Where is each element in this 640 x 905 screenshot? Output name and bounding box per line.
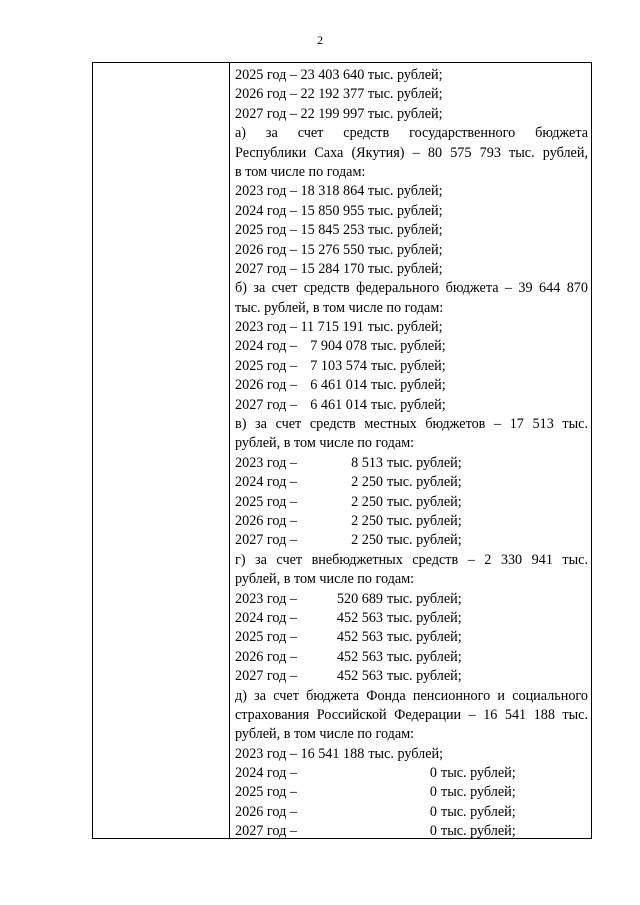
total-row: 2027 год – 22 199 997 тыс. рублей;	[235, 105, 443, 122]
year-row: 2026 год – 6 461 014 тыс. рублей;	[235, 377, 446, 394]
year-row: 2026 год – 452 563 тыс. рублей;	[235, 648, 462, 665]
year-row: 2023 год – 11 715 191 тыс. рублей;	[235, 319, 443, 336]
section-heading: а) за счет средств государственного бюджета	[235, 125, 588, 142]
year-row: 2025 год – 15 845 253 тыс. рублей;	[235, 222, 443, 239]
section-extrabudgetary	[235, 551, 588, 687]
section-heading: рублей, в том числе по годам:	[235, 435, 415, 452]
year-row: 2027 год – 0 тыс. рублей;	[235, 823, 516, 840]
financing-cell	[235, 66, 588, 842]
section-heading: б) за счет средств федерального бюджета – 39 644 870	[235, 280, 588, 297]
section-federal-budget	[235, 279, 588, 415]
year-row: 2023 год – 8 513 тыс. рублей;	[235, 454, 462, 471]
year-row: 2025 год – 452 563 тыс. рублей;	[235, 629, 462, 646]
page-number: 2	[317, 33, 323, 47]
section-state-budget	[235, 124, 588, 279]
financing-table	[92, 62, 592, 839]
section-heading: рублей, в том числе по годам:	[235, 726, 415, 743]
year-row: 2027 год – 6 461 014 тыс. рублей;	[235, 396, 446, 413]
section-heading: г) за счет внебюджетных средств – 2 330 941 тыс.	[235, 551, 588, 568]
total-row: 2026 год – 22 192 377 тыс. рублей;	[235, 86, 443, 103]
year-row: 2027 год – 452 563 тыс. рублей;	[235, 668, 462, 685]
year-row: 2026 год – 2 250 тыс. рублей;	[235, 512, 462, 529]
year-row: 2023 год – 16 541 188 тыс. рублей;	[235, 745, 444, 762]
section-heading: тыс. рублей, в том числе по годам:	[235, 299, 444, 316]
year-row: 2026 год – 0 тыс. рублей;	[235, 803, 516, 820]
year-row: 2025 год – 2 250 тыс. рублей;	[235, 493, 462, 510]
year-row: 2024 год – 2 250 тыс. рублей;	[235, 474, 462, 491]
year-row: 2025 год – 7 103 574 тыс. рублей;	[235, 357, 446, 374]
year-row: 2024 год – 0 тыс. рублей;	[235, 765, 516, 782]
section-heading: в том числе по годам:	[235, 163, 366, 180]
total-by-year	[235, 66, 588, 124]
section-heading: в) за счет средств местных бюджетов – 17 513 тыс.	[235, 416, 588, 433]
year-row: 2023 год – 520 689 тыс. рублей;	[235, 590, 462, 607]
year-row: 2024 год – 15 850 955 тыс. рублей;	[235, 202, 443, 219]
total-row: 2025 год – 23 403 640 тыс. рублей;	[235, 67, 443, 83]
year-row: 2023 год – 18 318 864 тыс. рублей;	[235, 183, 443, 200]
section-heading: Республики Саха (Якутия) – 80 575 793 тыс. рублей,	[235, 144, 588, 161]
year-row: 2025 год – 0 тыс. рублей;	[235, 784, 516, 801]
column-divider	[229, 63, 230, 838]
section-heading: д) за счет бюджета Фонда пенсионного и социального	[235, 687, 588, 704]
section-heading: страхования Российской Федерации – 16 541 188 тыс.	[235, 706, 588, 723]
year-row: 2024 год – 452 563 тыс. рублей;	[235, 609, 462, 626]
year-row: 2027 год – 15 284 170 тыс. рублей;	[235, 260, 443, 277]
year-row: 2026 год – 15 276 550 тыс. рублей;	[235, 241, 443, 258]
year-row: 2027 год – 2 250 тыс. рублей;	[235, 532, 462, 549]
section-local-budgets	[235, 415, 588, 551]
section-pension-fund	[235, 687, 588, 842]
section-heading: рублей, в том числе по годам:	[235, 571, 415, 588]
year-row: 2024 год – 7 904 078 тыс. рублей;	[235, 338, 446, 355]
